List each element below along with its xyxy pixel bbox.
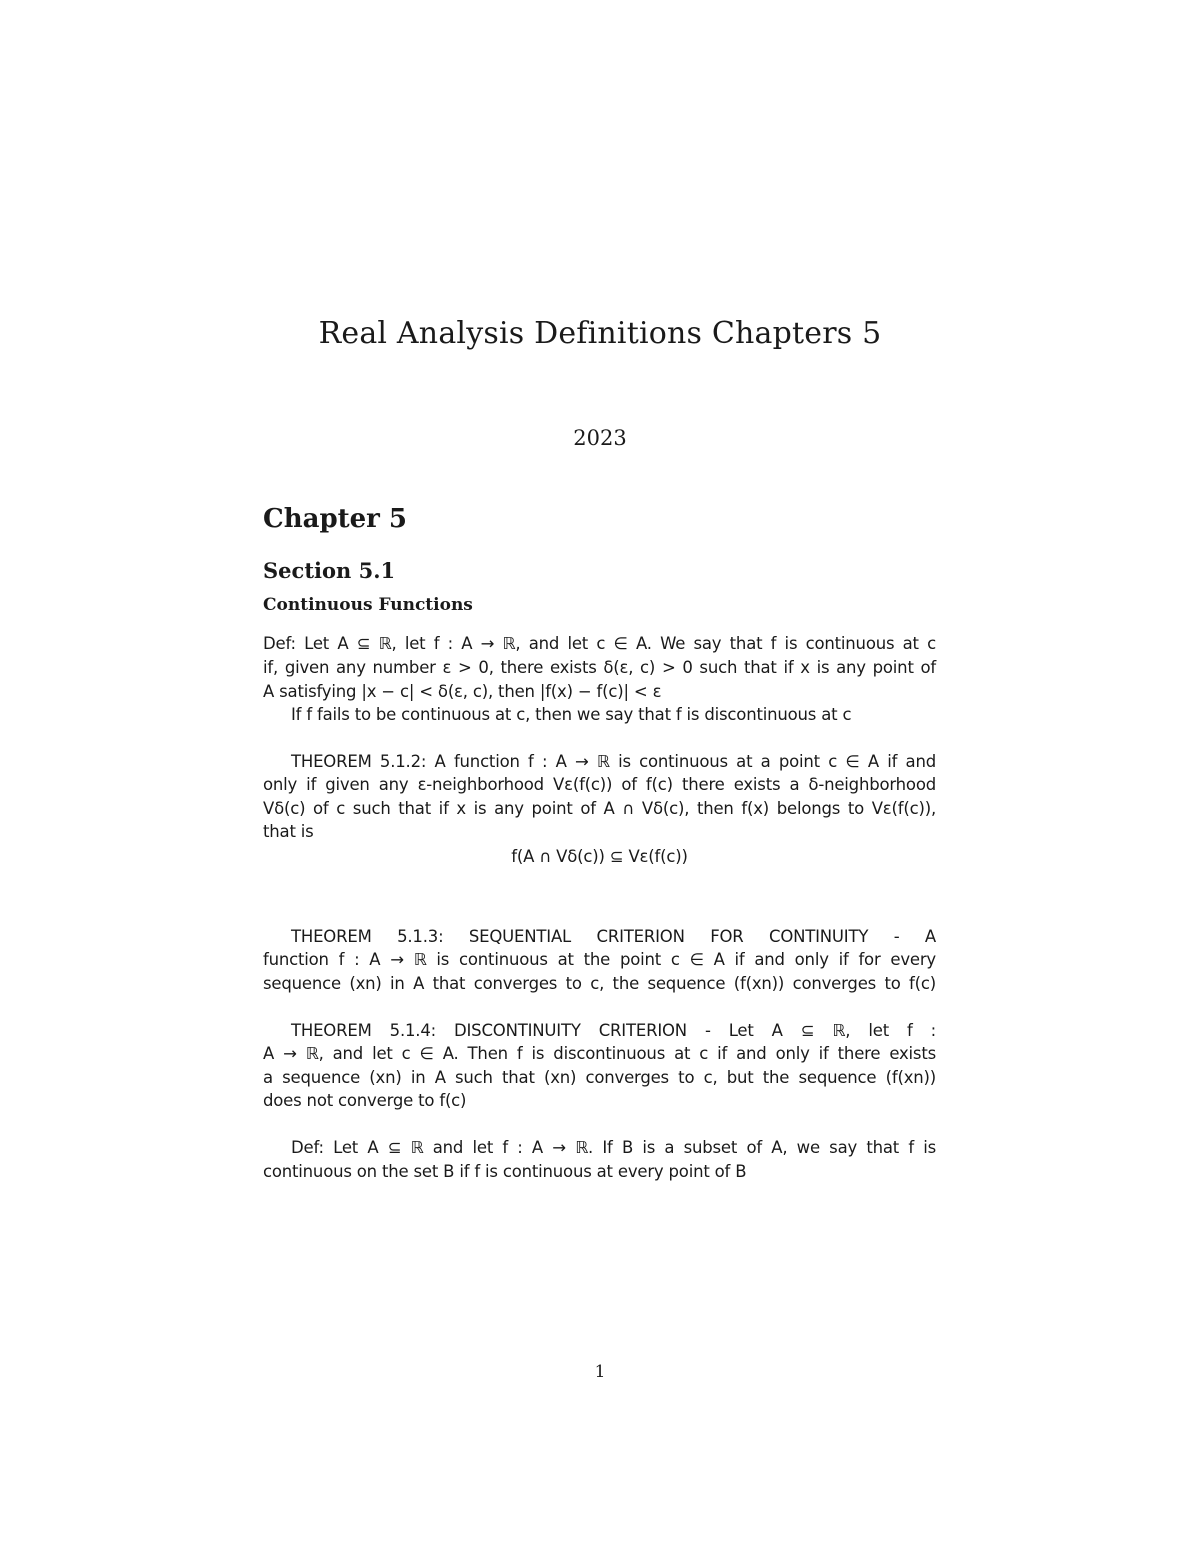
thm514-line-3: a sequence (xn) in A such that (xn) converges to c, but the sequence (f(xn)) [263, 1068, 936, 1087]
thm514-line-1: THEOREM 5.1.4: DISCONTINUITY CRITERION - Let A ⊆ ℝ, let f : [291, 1021, 936, 1040]
thm513-line-3: sequence (xn) in A that converges to c, the sequence (f(xn)) converges to f(c) [263, 974, 936, 993]
thm512-line-4: that is [263, 822, 314, 841]
thm512-line-2: only if given any ε-neighborhood Vε(f(c)) of f(c) there exists a δ-neighborhood [263, 775, 936, 794]
def1-line-4: If f fails to be continuous at c, then we say that f is discontinuous at c [291, 705, 852, 724]
def1-line-3: A satisfying |x − c| < δ(ε, c), then |f(x) − f(c)| < ε [263, 682, 662, 701]
document-title: Real Analysis Definitions Chapters 5 [318, 316, 882, 351]
thm512-line-1: THEOREM 5.1.2: A function f : A → ℝ is continuous at a point c ∈ A if and [291, 752, 936, 771]
thm513-line-2: function f : A → ℝ is continuous at the point c ∈ A if and only if for every [263, 950, 936, 969]
thm512-display-equation: f(A ∩ Vδ(c)) ⊆ Vε(f(c)) [511, 847, 688, 866]
page-number: 1 [594, 1362, 606, 1382]
thm514-line-4: does not converge to f(c) [263, 1091, 467, 1110]
section-heading: Section 5.1 [263, 558, 396, 583]
def2-line-2: continuous on the set B if f is continuous at every point of B [263, 1162, 747, 1181]
document-date: 2023 [573, 426, 627, 450]
thm513-line-1: THEOREM 5.1.3: SEQUENTIAL CRITERION FOR CONTINUITY - A [291, 927, 936, 946]
def2-line-1: Def: Let A ⊆ ℝ and let f : A → ℝ. If B is a subset of A, we say that f is [291, 1138, 936, 1157]
def1-line-1: Def: Let A ⊆ ℝ, let f : A → ℝ, and let c ∈ A. We say that f is continuous at c [263, 634, 936, 653]
chapter-heading: Chapter 5 [263, 504, 408, 534]
thm514-line-2: A → ℝ, and let c ∈ A. Then f is discontinuous at c if and only if there exists [263, 1044, 936, 1063]
thm512-line-3: Vδ(c) of c such that if x is any point of A ∩ Vδ(c), then f(x) belongs to Vε(f(c)), [263, 799, 936, 818]
def1-line-2: if, given any number ε > 0, there exists δ(ε, c) > 0 such that if x is any point of [263, 658, 936, 677]
subsection-heading: Continuous Functions [263, 595, 473, 615]
